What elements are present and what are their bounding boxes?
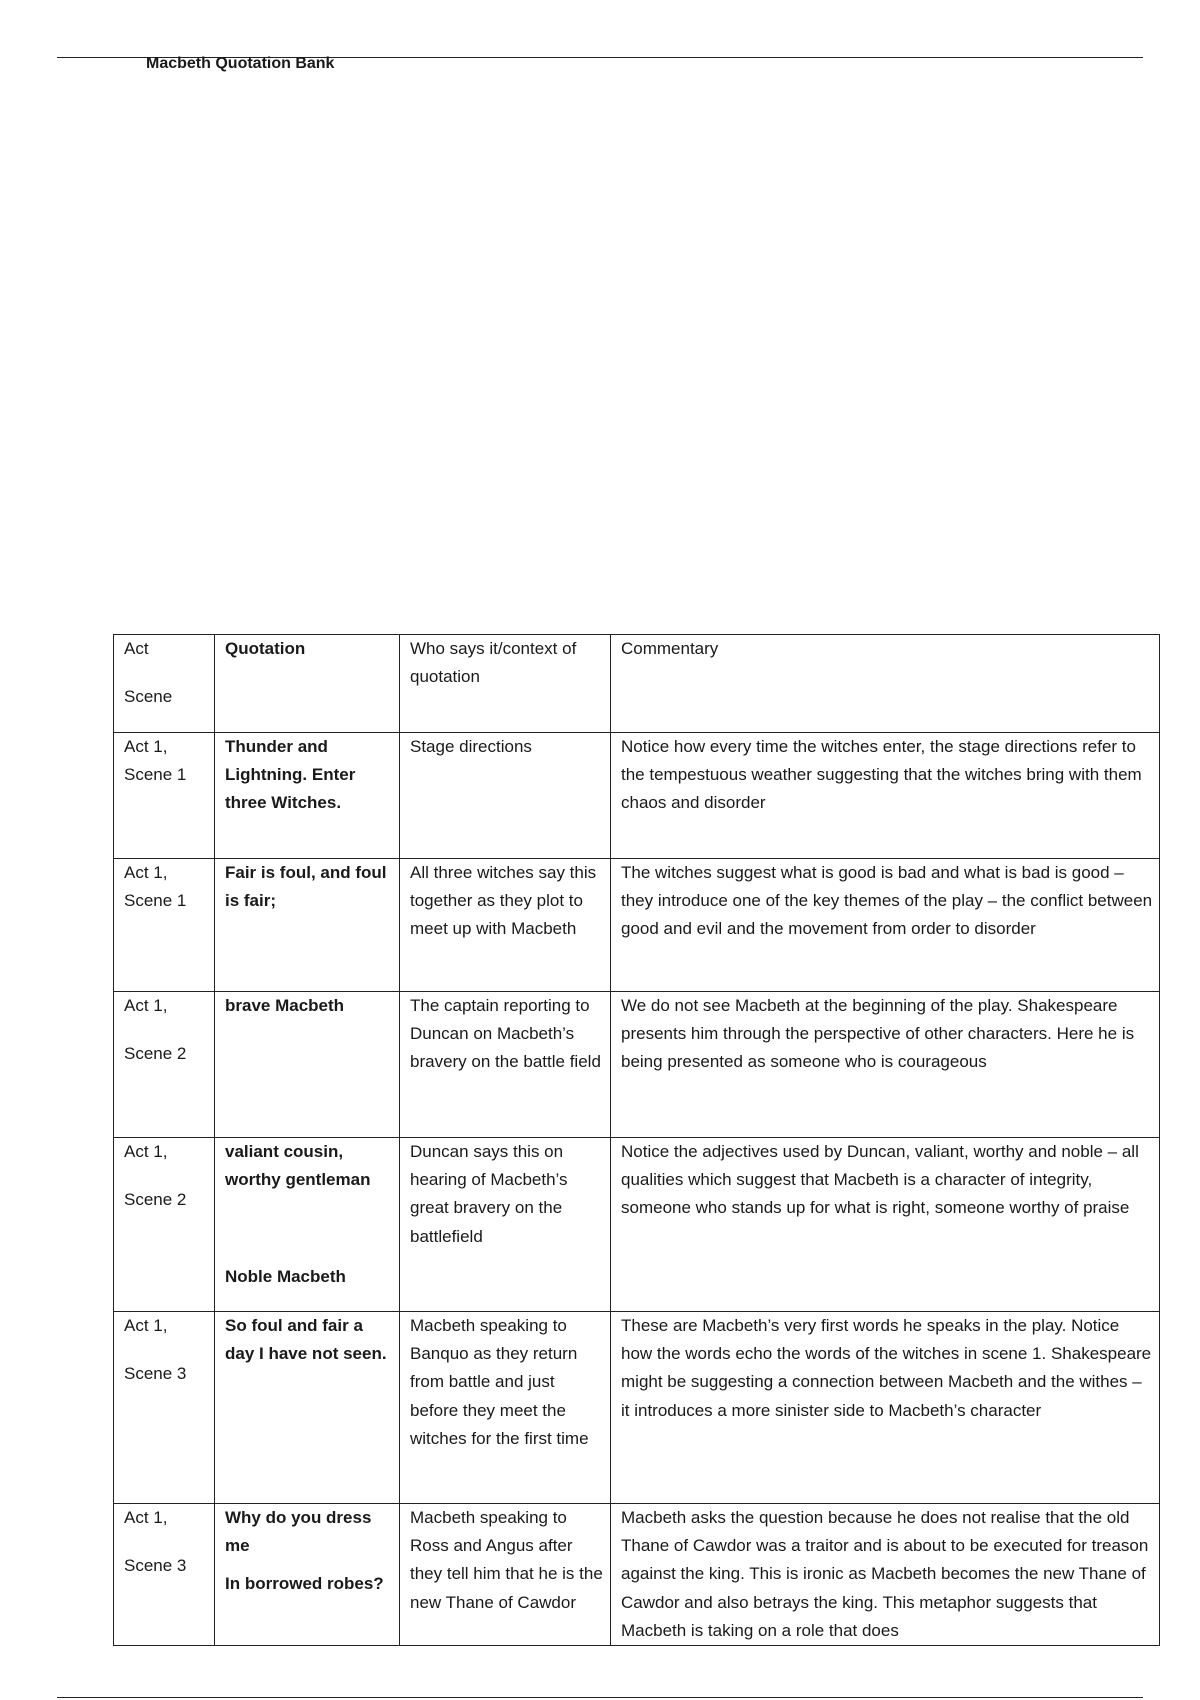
table-row [114,859,1160,992]
quotation-cell [215,733,400,859]
quotation-text: Noble Macbeth [225,1267,346,1287]
scene-label: Scene 2 [124,1190,187,1210]
table-row [114,1312,1160,1504]
scene-label: Scene 1 [124,891,187,911]
act-label: Act 1, [124,863,168,882]
header-who: Who says it/context of quotation [400,635,611,733]
quotation-text: Thunder and Lightning. Enter three Witches. [225,737,356,813]
quotation-cell [215,992,400,1138]
quotation-cell [215,1504,400,1646]
quotation-table [113,634,1160,1646]
act-scene-cell [114,859,215,992]
commentary-cell: The witches suggest what is good is bad and what is bad is good – they introduce one of the key themes of the play – the conflict between good and evil and the movement from order to disorder [611,859,1160,992]
table-row [114,1504,1160,1646]
quotation-text: So foul and fair a day I have not seen. [225,1316,387,1364]
act-scene-cell [114,1312,215,1504]
scene-label: Scene 3 [124,1364,187,1384]
scene-label: Scene 2 [124,1044,187,1064]
act-label: Act 1, [124,996,168,1015]
footer-rule [57,1697,1143,1698]
act-scene-cell [114,992,215,1138]
act-scene-cell [114,733,215,859]
quotation-cell [215,1312,400,1504]
act-scene-cell [114,1138,215,1312]
quotation-cell [215,1138,400,1312]
table-row [114,1138,1160,1312]
quotation-text: brave Macbeth [225,996,345,1015]
table-row [114,992,1160,1138]
commentary-cell: Notice how every time the witches enter, the stage directions refer to the tempestuous weather suggesting that the witches bring with them chaos and disorder [611,733,1160,859]
who-cell: Duncan says this on hearing of Macbeth’s great bravery on the battlefield [400,1138,611,1312]
quotation-text: valiant cousin, worthy gentleman [225,1142,371,1190]
commentary-cell: These are Macbeth’s very first words he speaks in the play. Notice how the words echo the words of the witches in scene 1. Shakespeare might be suggesting a connection between Macbeth and the withes – it introduces a more sinister side to Macbeth’s character [611,1312,1160,1504]
who-cell: Stage directions [400,733,611,859]
header-scene: Scene [124,687,173,707]
act-scene-cell [114,1504,215,1646]
quotation-cell [215,859,400,992]
who-cell: Macbeth speaking to Ross and Angus after they tell him that he is the new Thane of Cawdor [400,1504,611,1646]
scene-label: Scene 1 [124,765,187,785]
act-label: Act 1, [124,737,168,756]
quotation-text: Why do you dress me [225,1508,372,1556]
who-cell: The captain reporting to Duncan on Macbeth’s bravery on the battle field [400,992,611,1138]
header-act: Act [124,639,149,658]
table-row [114,733,1160,859]
quotation-text: In borrowed robes? [225,1574,384,1594]
table-header-row [114,635,1160,733]
document-title: Macbeth Quotation Bank [146,55,335,72]
who-cell: Macbeth speaking to Banquo as they return from battle and just before they meet the witches for the first time [400,1312,611,1504]
commentary-cell: Notice the adjectives used by Duncan, valiant, worthy and noble – all qualities which suggest that Macbeth is a character of integrity, someone who stands up for what is right, someone worthy of praise [611,1138,1160,1312]
quotation-text: Fair is foul, and foul is fair; [225,863,387,911]
header-act-scene [114,635,215,733]
act-label: Act 1, [124,1316,168,1335]
act-label: Act 1, [124,1142,168,1161]
header-commentary: Commentary [611,635,1160,733]
commentary-cell: We do not see Macbeth at the beginning of the play. Shakespeare presents him through the perspective of other characters. Here he is being presented as someone who is courageous [611,992,1160,1138]
commentary-cell: Macbeth asks the question because he does not realise that the old Thane of Cawdor was a traitor and is about to be executed for treason against the king. This is ironic as Macbeth becomes the new Thane of Cawdor and also betrays the king. This metaphor suggests that Macbeth is taking on a role that does [611,1504,1160,1646]
act-label: Act 1, [124,1508,168,1527]
scene-label: Scene 3 [124,1556,187,1576]
who-cell: All three witches say this together as they plot to meet up with Macbeth [400,859,611,992]
header-quotation: Quotation [215,635,400,733]
